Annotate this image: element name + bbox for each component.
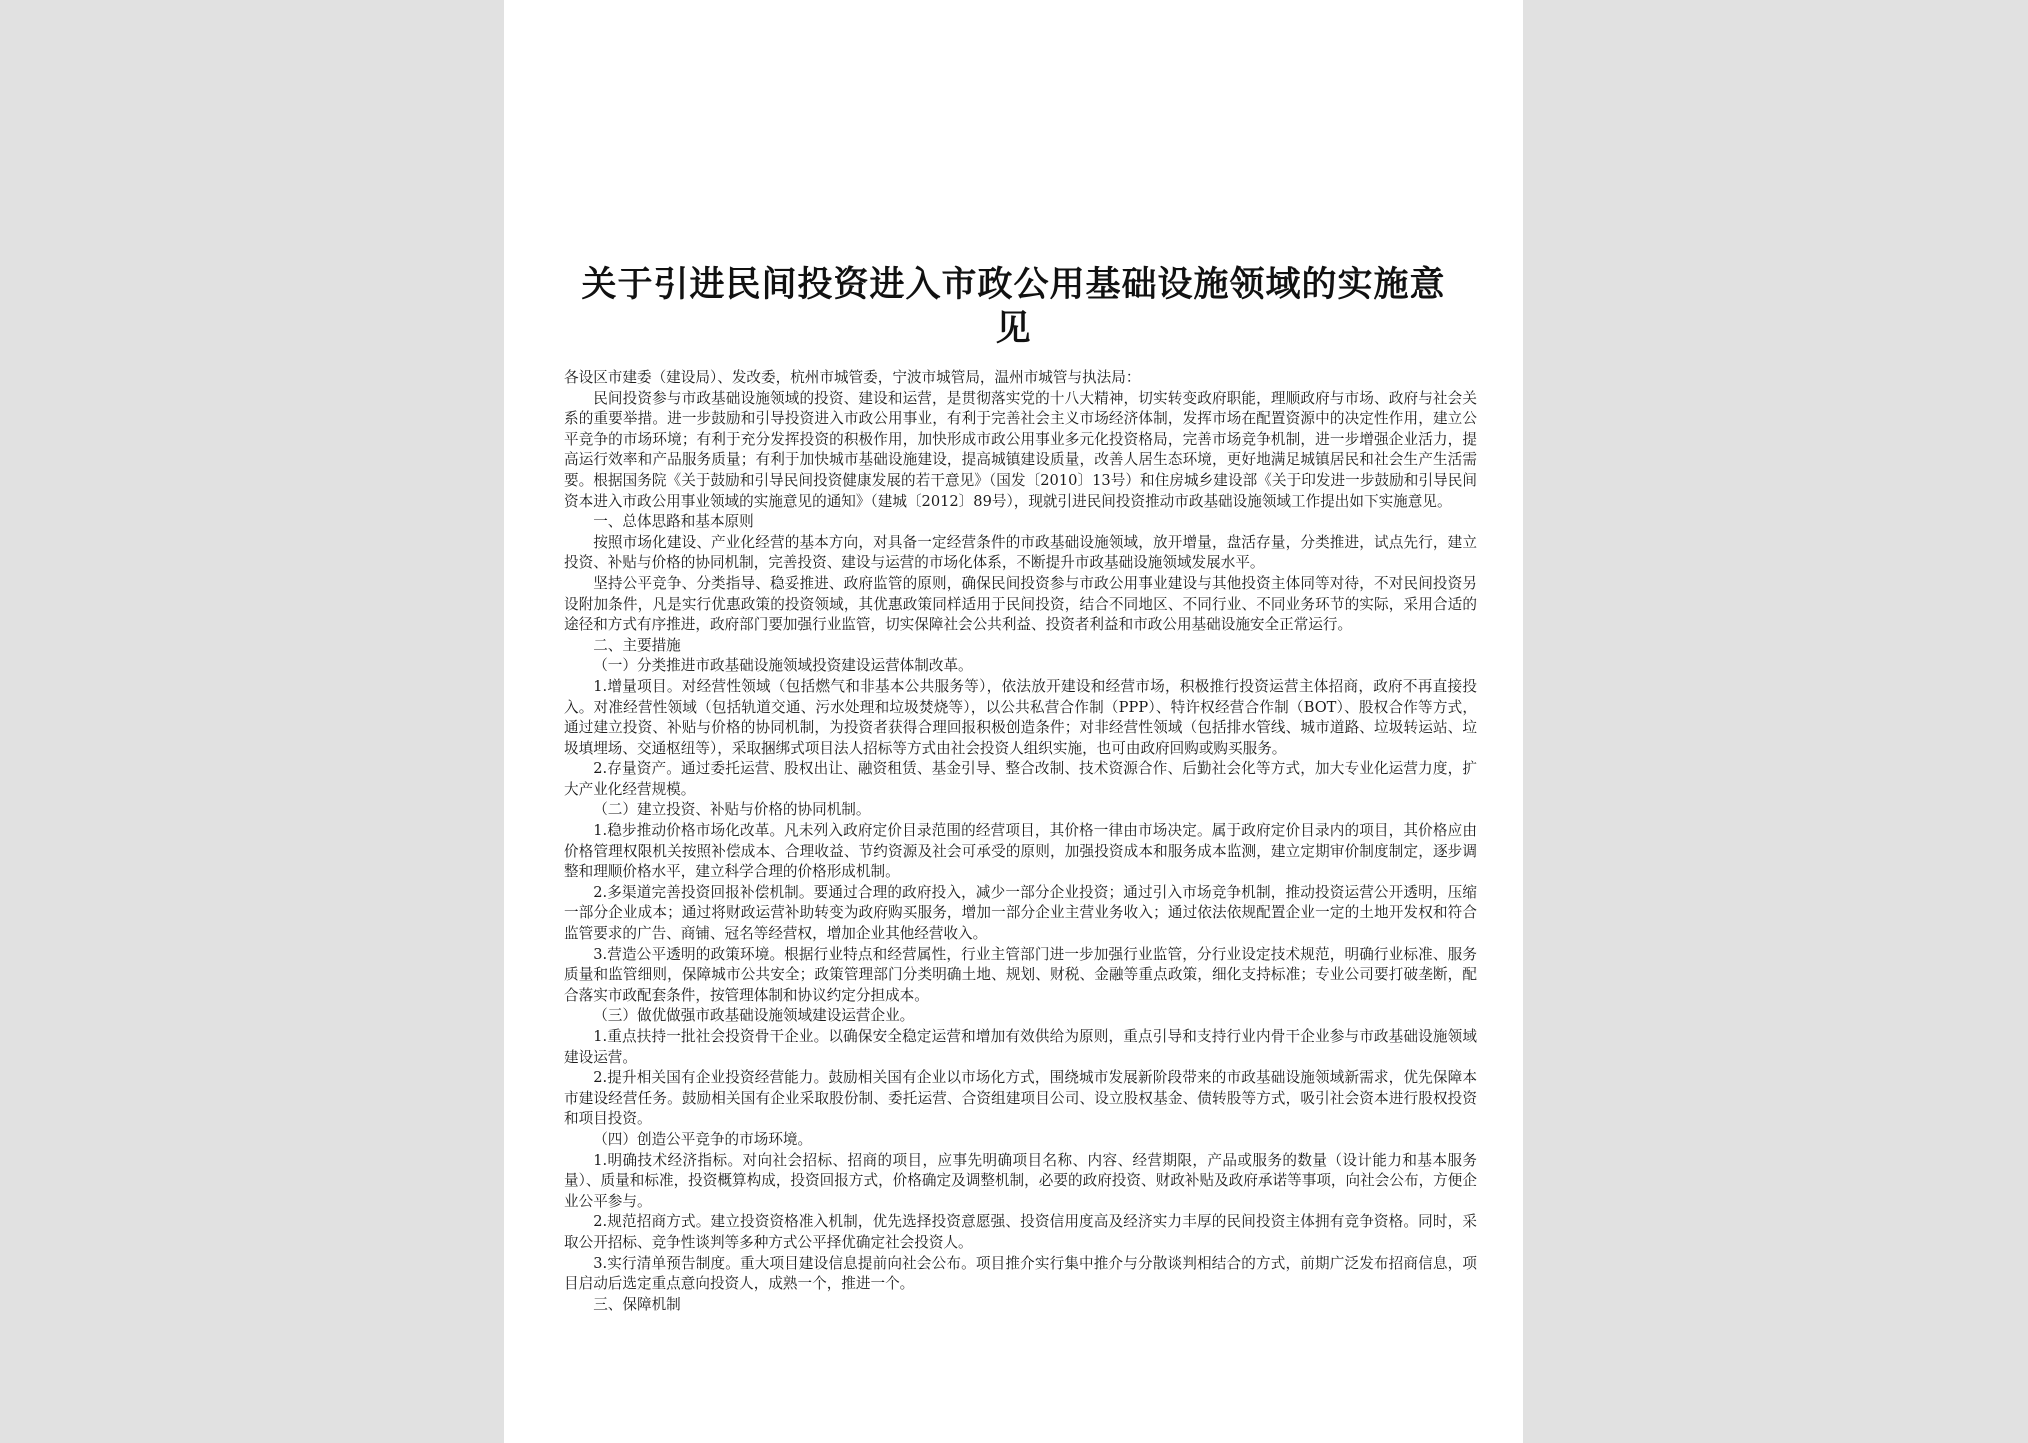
paragraph: 2.存量资产。通过委托运营、股权出让、融资租赁、基金引导、整合改制、技术资源合作、后勤社会化等方式，加大专业化运营力度，扩大产业化经营规模。 (564, 760, 1477, 798)
subsection-heading: （三）做优做强市政基础设施领域建设运营企业。 (593, 1007, 915, 1025)
document-page (504, 0, 1523, 1443)
subsection-heading: （二）建立投资、补贴与价格的协同机制。 (593, 801, 871, 819)
subsection-heading: （一）分类推进市政基础设施领域投资建设运营体制改革。 (593, 657, 973, 675)
paragraph: 按照市场化建设、产业化经营的基本方向，对具备一定经营条件的市政基础设施领域，放开增量，盘活存量，分类推进，试点先行，建立投资、补贴与价格的协同机制，完善投资、建设与运营的市场化体系，不断提升市政基础设施领域发展水平。 (564, 533, 1477, 572)
paragraph: 1.增量项目。对经营性领域（包括燃气和非基本公共服务等），依法放开建设和经营市场，积极推行投资运营主体招商，政府不再直接投入。对准经营性领域（包括轨道交通、污水处理和垃圾焚烧等），以公共私营合作制（PPP）、特许权经营合作制（BOT）、股权合作等方式，通过建立投资、补贴与价格的协同机制，为投资者获得合理回报积极创造条件；对非经营性领域（包括排水管线、城市道路、垃圾转运站、垃圾填埋场、交通枢纽等），采取捆绑式项目法人招标等方式由社会投资人组织实施，也可由政府回购或购买服务。 (564, 677, 1477, 757)
subsection-heading: （四）创造公平竞争的市场环境。 (593, 1130, 813, 1148)
paragraph: 1.重点扶持一批社会投资骨干企业。以确保安全稳定运营和增加有效供给为原则，重点引导和支持行业内骨干企业参与市政基础设施领域建设运营。 (564, 1028, 1477, 1066)
paragraph: 2.提升相关国有企业投资经营能力。鼓励相关国有企业以市场化方式，围绕城市发展新阶段带来的市政基础设施领域新需求，优先保障本市建设经营任务。鼓励相关国有企业采取股份制、委托运营、合资组建项目公司、设立股权基金、债转股等方式，吸引社会资本进行股权投资和项目投资。 (564, 1069, 1477, 1128)
paragraph: 民间投资参与市政基础设施领域的投资、建设和运营，是贯彻落实党的十八大精神，切实转变政府职能，理顺政府与市场、政府与社会关系的重要举措。进一步鼓励和引导投资进入市政公用事业，有利于完善社会主义市场经济体制，发挥市场在配置资源中的决定性作用，建立公平竞争的市场环境；有利于充分发挥投资的积极作用，加快形成市政公用事业多元化投资格局，完善市场竞争机制，进一步增强企业活力，提高运行效率和产品服务质量；有利于加快城市基础设施建设，提高城镇建设质量，改善人居生态环境，更好地满足城镇居民和社会生产生活需要。根据国务院《关于鼓励和引导民间投资健康发展的若干意见》（国发〔2010〕13号）和住房城乡建设部《关于印发进一步鼓励和引导民间资本进入市政公用事业领域的实施意见的通知》（建城〔2012〕89号），现就引进民间投资推动市政基础设施领域工作提出如下实施意见。 (564, 389, 1477, 510)
document-body (564, 368, 1477, 1315)
paragraph: 2.规范招商方式。建立投资资格准入机制，优先选择投资意愿强、投资信用度高及经济实力丰厚的民间投资主体拥有竞争资格。同时，采取公开招标、竞争性谈判等多种方式公平择优确定社会投资人。 (564, 1213, 1477, 1251)
paragraph: 3.营造公平透明的政策环境。根据行业特点和经营属性，行业主管部门进一步加强行业监管，分行业设定技术规范，明确行业标准、服务质量和监管细则，保障城市公共安全；政策管理部门分类明确土地、规划、财税、金融等重点政策，细化支持标准；专业公司要打破垄断，配合落实市政配套条件，按管理体制和协议约定分担成本。 (564, 945, 1477, 1004)
document-title: 关于引进民间投资进入市政公用基础设施领域的实施意见 (581, 265, 1446, 349)
paragraph: 2.多渠道完善投资回报补偿机制。要通过合理的政府投入，减少一部分企业投资；通过引入市场竞争机制，推动投资运营公开透明，压缩一部分企业成本；通过将财政运营补助转变为政府购买服务，增加一部分企业主营业务收入；通过依法依规配置企业一定的土地开发权和符合监管要求的广告、商铺、冠名等经营权，增加企业其他经营收入。 (564, 883, 1477, 943)
paragraph: 3.实行清单预告制度。重大项目建设信息提前向社会公布。项目推介实行集中推介与分散谈判相结合的方式，前期广泛发布招商信息，项目启动后选定重点意向投资人，成熟一个，推进一个。 (564, 1254, 1477, 1293)
section-heading: 三、保障机制 (593, 1295, 681, 1313)
section-heading: 一、总体思路和基本原则 (593, 513, 754, 531)
paragraph: 1.明确技术经济指标。对向社会招标、招商的项目，应事先明确项目名称、内容、经营期限，产品或服务的数量（设计能力和基本服务量）、质量和标准，投资概算构成，投资回报方式，价格确定及调整机制，必要的政府投资、财政补贴及政府承诺等事项，向社会公布，方便企业公平参与。 (564, 1151, 1477, 1210)
section-heading: 二、主要措施 (593, 636, 681, 654)
paragraph: 1.稳步推动价格市场化改革。凡未列入政府定价目录范围的经营项目，其价格一律由市场决定。属于政府定价目录内的项目，其价格应由价格管理权限机关按照补偿成本、合理收益、节约资源及社会可承受的原则，加强投资成本和服务成本监测，建立定期审价制度制定，逐步调整和理顺价格水平，建立科学合理的价格形成机制。 (564, 822, 1477, 881)
paragraph: 坚持公平竞争、分类指导、稳妥推进、政府监管的原则，确保民间投资参与市政公用事业建设与其他投资主体同等对待，不对民间投资另设附加条件，凡是实行优惠政策的投资领域，其优惠政策同样适用于民间投资，结合不同地区、不同行业、不同业务环节的实际，采用合适的途径和方式有序推进，政府部门要加强行业监管，切实保障社会公共利益、投资者利益和市政公用基础设施安全正常运行。 (564, 574, 1477, 634)
paragraph-addressee: 各设区市建委（建设局）、发改委，杭州市城管委，宁波市城管局，温州市城管与执法局： (564, 369, 1141, 386)
